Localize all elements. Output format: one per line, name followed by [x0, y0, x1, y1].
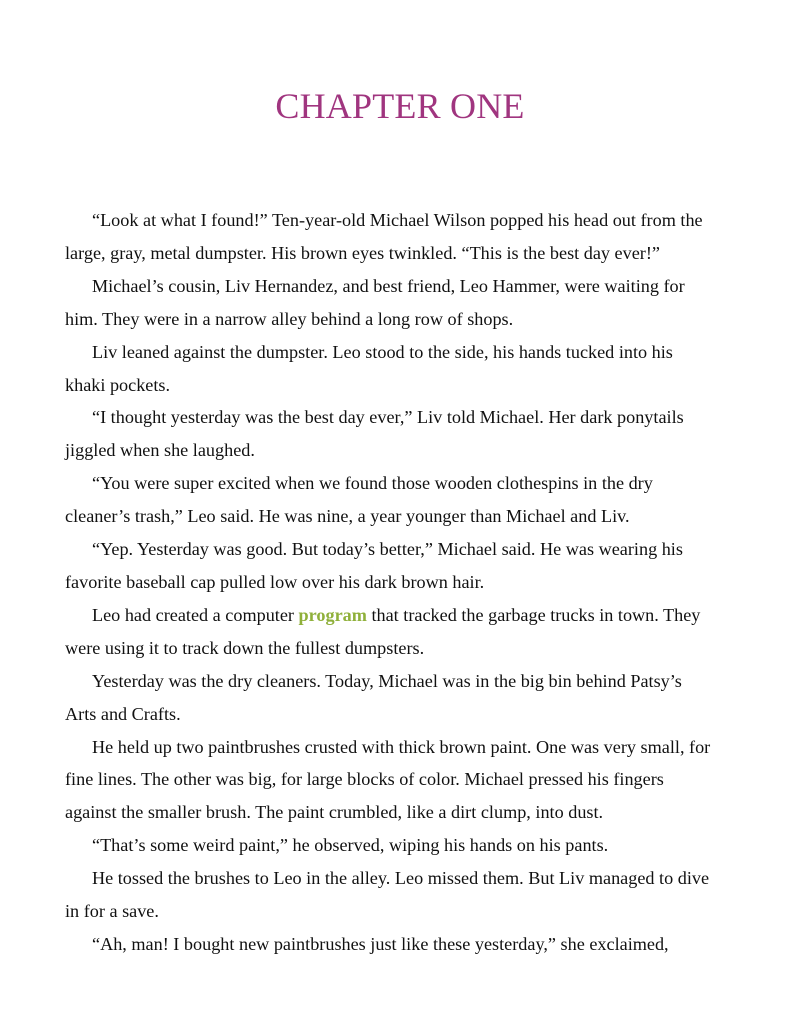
text-line	[65, 599, 737, 632]
text-line: large, gray, metal dumpster. His brown eyes twinkled. “This is the best day ever!”	[65, 242, 660, 263]
paragraph	[65, 533, 737, 599]
text-line: against the smaller brush. The paint crumbled, like a dirt clump, into dust.	[65, 802, 604, 823]
paragraph	[65, 665, 737, 731]
chapter-body	[65, 204, 737, 961]
text-line: cleaner’s trash,” Leo said. He was nine, a year younger than Michael and Liv.	[65, 506, 630, 527]
text-line: “I thought yesterday was the best day ever,” Liv told Michael. Her dark ponytails	[92, 407, 684, 428]
paragraph	[65, 204, 737, 270]
text-line: “Look at what I found!” Ten-year-old Michael Wilson popped his head out from the	[92, 210, 703, 230]
paragraph	[65, 862, 737, 928]
paragraph	[65, 829, 737, 862]
paragraph	[65, 336, 737, 402]
paragraph	[65, 599, 737, 665]
text-line: Michael’s cousin, Liv Hernandez, and best friend, Leo Hammer, were waiting for	[92, 275, 685, 296]
text-line: khaki pockets.	[65, 374, 171, 395]
text-line: “Yep. Yesterday was good. But today’s better,” Michael said. He was wearing his	[92, 539, 683, 560]
text-line: “You were super excited when we found those wooden clothespins in the dry	[92, 473, 653, 494]
paragraph	[65, 270, 737, 336]
text-line: fine lines. The other was big, for large blocks of color. Michael pressed his fingers	[65, 769, 664, 790]
text-line: were using it to track down the fullest dumpsters.	[65, 637, 425, 658]
text-line: favorite baseball cap pulled low over his dark brown hair.	[65, 571, 485, 592]
text-line: “That’s some weird paint,” he observed, wiping his hands on his pants.	[92, 835, 609, 856]
glossary-link-program[interactable]: program	[298, 604, 367, 625]
text-fragment: that tracked the garbage trucks in town. They	[366, 604, 701, 625]
paragraph	[65, 467, 737, 533]
chapter-title: CHAPTER ONE	[275, 86, 525, 126]
text-line: He tossed the brushes to Leo in the alley. Leo missed them. But Liv managed to dive	[92, 868, 710, 889]
text-line: jiggled when she laughed.	[65, 440, 255, 461]
paragraph	[65, 928, 737, 961]
text-line: “Ah, man! I bought new paintbrushes just like these yesterday,” she exclaimed,	[92, 933, 669, 954]
text-line: He held up two paintbrushes crusted with thick brown paint. One was very small, for	[92, 736, 711, 757]
text-line: in for a save.	[65, 901, 159, 922]
text-line: him. They were in a narrow alley behind a long row of shops.	[65, 308, 514, 329]
paragraph	[65, 401, 737, 467]
text-fragment: Leo had created a computer	[92, 604, 299, 625]
text-line: Liv leaned against the dumpster. Leo stood to the side, his hands tucked into his	[92, 341, 673, 362]
text-line: Yesterday was the dry cleaners. Today, Michael was in the big bin behind Patsy’s	[92, 670, 682, 691]
text-line: Arts and Crafts.	[65, 703, 181, 724]
paragraph	[65, 731, 737, 830]
